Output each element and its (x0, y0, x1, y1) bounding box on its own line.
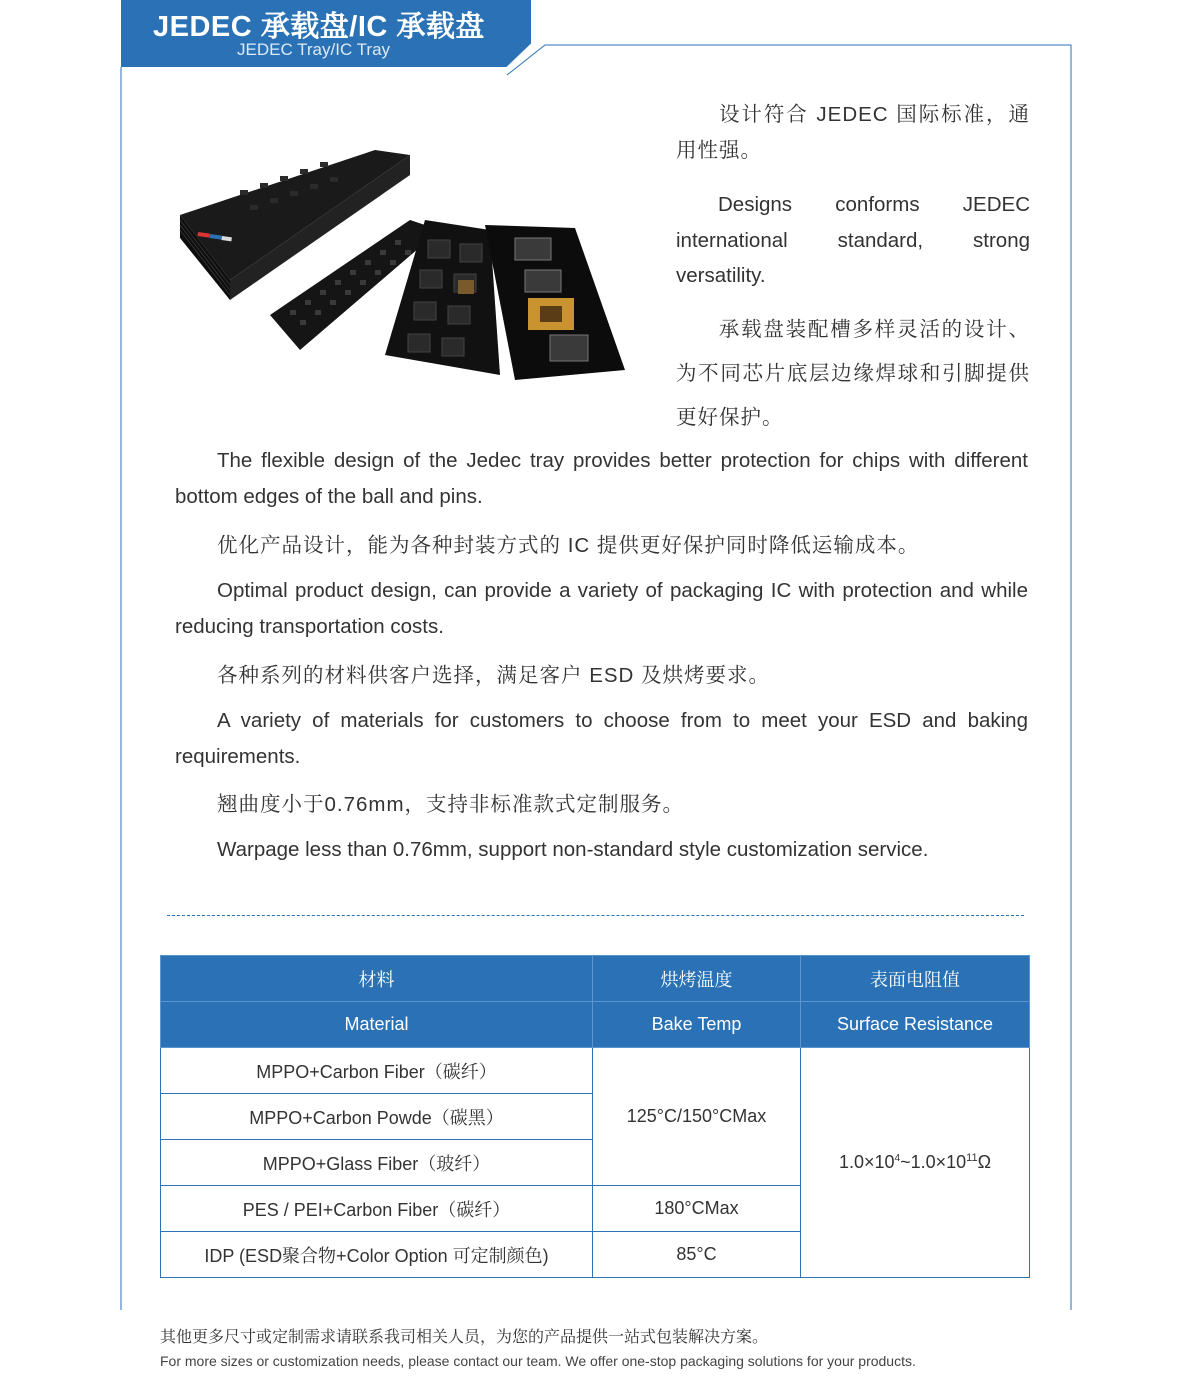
page-subtitle: JEDEC Tray/IC Tray (237, 40, 391, 59)
intro-en-3: Optimal product design, can provide a variety of packaging IC with protection and while reducing transportation costs. (175, 579, 1028, 638)
footer-note-en: For more sizes or customization needs, please contact our team. We offer one-stop packaging solutions for your products. (160, 1353, 916, 1369)
header-bake-en: Bake Temp (593, 1002, 801, 1048)
material-cell: MPPO+Carbon Fiber（碳纤） (161, 1048, 593, 1094)
intro-cn-1: 设计符合 JEDEC 国际标准，通用性强。 (676, 103, 1030, 162)
intro-cn-4: 各种系列的材料供客户选择，满足客户 ESD 及烘烤要求。 (217, 664, 771, 687)
material-cell: MPPO+Carbon Powde（碳黑） (161, 1094, 593, 1140)
material-cell: IDP (ESD聚合物+Color Option 可定制颜色) (161, 1232, 593, 1278)
table-header-row-en (161, 1002, 1030, 1048)
intro-en-4: A variety of materials for customers to choose from to meet your ESD and baking requirements. (175, 709, 1028, 768)
material-cell: MPPO+Glass Fiber（玻纤） (161, 1140, 593, 1186)
header-material-en: Material (161, 1002, 593, 1048)
bake-temp-cell: 180°CMax (593, 1186, 801, 1232)
header-resistance-en: Surface Resistance (801, 1002, 1030, 1048)
large-chip-tray (485, 225, 625, 380)
spec-table (160, 955, 1030, 1278)
intro-cn-2: 承载盘装配槽多样灵活的设计、为不同芯片底层边缘焊球和引脚提供更好保护。 (676, 318, 1030, 429)
bake-temp-cell: 125°C/150°CMax (593, 1048, 801, 1186)
header-bake-cn: 烘烤温度 (593, 956, 801, 1002)
table-header-row-cn (161, 956, 1030, 1002)
header-resistance-cn: 表面电阻值 (801, 956, 1030, 1002)
section-divider (167, 915, 1024, 916)
table-row (161, 1048, 1030, 1094)
header-material-cn: 材料 (161, 956, 593, 1002)
intro-en-1: Designs conforms JEDEC international standard, strong versatility. (676, 193, 1030, 287)
bake-temp-cell: 85°C (593, 1232, 801, 1278)
resistance-cell: $1.0\times 10^4\sim 1.0\times 10^{11}\Omega$ (801, 1048, 1030, 1278)
material-cell: PES / PEI+Carbon Fiber（碳纤） (161, 1186, 593, 1232)
footer-note-cn: 其他更多尺寸或定制需求请联系我司相关人员，为您的产品提供一站式包装解决方案。 (160, 1329, 769, 1346)
intro-cn-3: 优化产品设计，能为各种封装方式的 IC 提供更好保护同时降低运输成本。 (217, 534, 920, 557)
page-title: JEDEC 承载盘/IC 承载盘 (153, 11, 485, 43)
intro-en-2: The flexible design of the Jedec tray provides better protection for chips with different bottom edges of the ball and pins. (175, 449, 1028, 508)
jedec-tray-product-image (170, 120, 640, 390)
intro-en-5: Warpage less than 0.76mm, support non-standard style customization service. (217, 838, 929, 861)
intro-cn-5: 翘曲度小于0.76mm，支持非标准款式定制服务。 (217, 793, 685, 816)
